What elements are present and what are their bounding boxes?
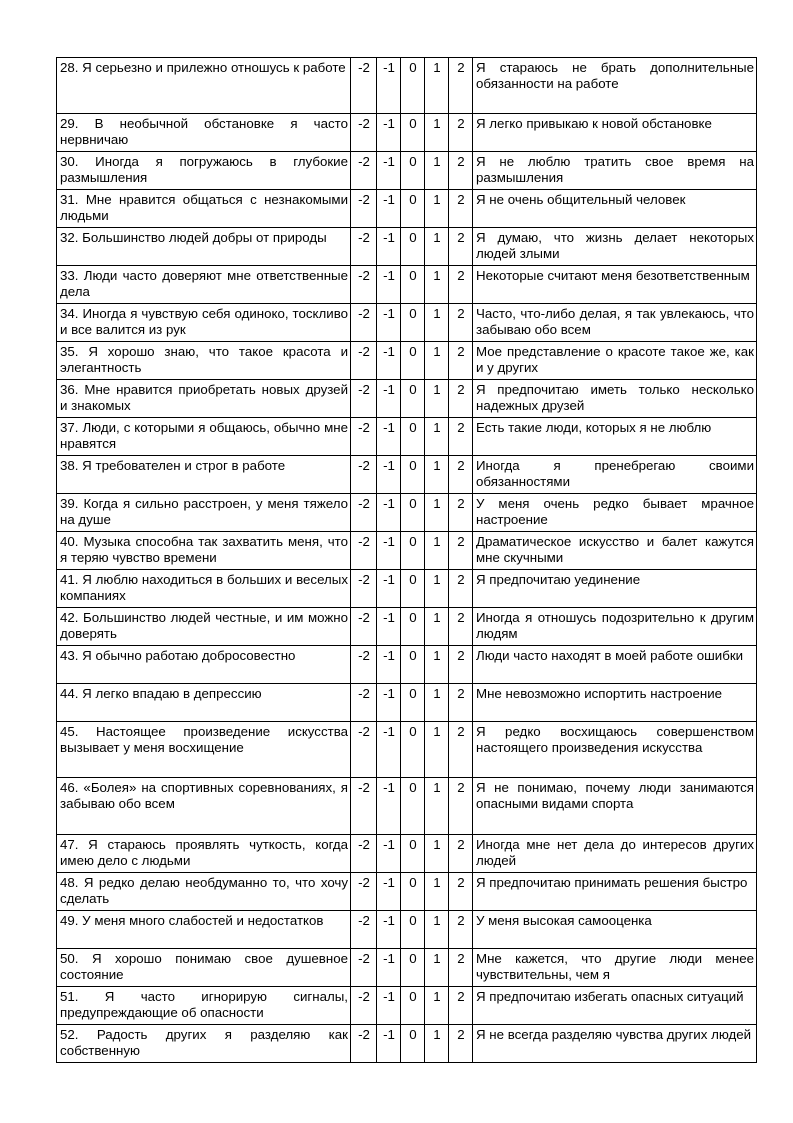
scale-option[interactable]: 0	[401, 722, 425, 778]
scale-option[interactable]: 1	[425, 342, 449, 380]
scale-option[interactable]: 2	[449, 949, 473, 987]
question-row	[57, 304, 757, 342]
scale-option[interactable]: -1	[377, 190, 401, 228]
scale-option[interactable]: 2	[449, 646, 473, 684]
question-row	[57, 380, 757, 418]
scale-option[interactable]: 1	[425, 1025, 449, 1063]
question-row	[57, 684, 757, 722]
scale-option[interactable]: 1	[425, 266, 449, 304]
scale-option[interactable]: 1	[425, 380, 449, 418]
scale-option[interactable]: 1	[425, 304, 449, 342]
scale-option[interactable]: 0	[401, 987, 425, 1025]
statement-right: Я легко привыкаю к новой обстановке	[473, 114, 757, 152]
scale-option[interactable]: -1	[377, 532, 401, 570]
scale-option[interactable]: 2	[449, 152, 473, 190]
statement-left: 31. Мне нравится общаться с незнакомыми людьми	[57, 190, 351, 228]
statement-left: 35. Я хорошо знаю, что такое красота и элегантность	[57, 342, 351, 380]
scale-option[interactable]: -2	[351, 190, 377, 228]
scale-option[interactable]: -2	[351, 418, 377, 456]
scale-option[interactable]: 2	[449, 911, 473, 949]
scale-option[interactable]: -1	[377, 58, 401, 114]
statement-right: Драматическое искусство и балет кажутся мне скучными	[473, 532, 757, 570]
scale-option[interactable]: -2	[351, 114, 377, 152]
question-row	[57, 418, 757, 456]
statement-left: 39. Когда я сильно расстроен, у меня тяжело на душе	[57, 494, 351, 532]
scale-option[interactable]: -1	[377, 949, 401, 987]
questionnaire-page	[56, 57, 756, 1063]
scale-option[interactable]: -2	[351, 58, 377, 114]
scale-option[interactable]: 2	[449, 190, 473, 228]
scale-option[interactable]: 1	[425, 987, 449, 1025]
scale-option[interactable]: 2	[449, 494, 473, 532]
scale-option[interactable]: -2	[351, 684, 377, 722]
scale-option[interactable]: 1	[425, 114, 449, 152]
question-row	[57, 646, 757, 684]
scale-option[interactable]: 0	[401, 456, 425, 494]
scale-option[interactable]: 2	[449, 58, 473, 114]
scale-option[interactable]: -2	[351, 608, 377, 646]
statement-right: Я думаю, что жизнь делает некоторых людей злыми	[473, 228, 757, 266]
scale-option[interactable]: -2	[351, 835, 377, 873]
statement-left: 38. Я требователен и строг в работе	[57, 456, 351, 494]
scale-option[interactable]: 0	[401, 1025, 425, 1063]
scale-option[interactable]: -2	[351, 266, 377, 304]
scale-option[interactable]: -1	[377, 494, 401, 532]
statement-left: 40. Музыка способна так захватить меня, что я теряю чувство времени	[57, 532, 351, 570]
question-row	[57, 570, 757, 608]
scale-option[interactable]: -2	[351, 494, 377, 532]
scale-option[interactable]: 2	[449, 532, 473, 570]
scale-option[interactable]: -2	[351, 911, 377, 949]
scale-option[interactable]: 1	[425, 835, 449, 873]
scale-option[interactable]: -2	[351, 1025, 377, 1063]
scale-option[interactable]: 1	[425, 190, 449, 228]
statement-right: Я предпочитаю принимать решения быстро	[473, 873, 757, 911]
statement-right: Я не всегда разделяю чувства других людей	[473, 1025, 757, 1063]
scale-option[interactable]: 1	[425, 532, 449, 570]
scale-option[interactable]: -2	[351, 987, 377, 1025]
scale-option[interactable]: 0	[401, 494, 425, 532]
question-row	[57, 342, 757, 380]
scale-option[interactable]: -1	[377, 380, 401, 418]
question-row	[57, 494, 757, 532]
statement-right: У меня высокая самооценка	[473, 911, 757, 949]
scale-option[interactable]: -2	[351, 646, 377, 684]
statement-right: Иногда я пренебрегаю своими обязанностями	[473, 456, 757, 494]
scale-option[interactable]: 0	[401, 190, 425, 228]
statement-left: 47. Я стараюсь проявлять чуткость, когда имею дело с людьми	[57, 835, 351, 873]
scale-option[interactable]: 1	[425, 722, 449, 778]
statement-right: Иногда мне нет дела до интересов других людей	[473, 835, 757, 873]
statement-left: 34. Иногда я чувствую себя одиноко, тоскливо и все валится из рук	[57, 304, 351, 342]
statement-right: Мое представление о красоте такое же, как и у других	[473, 342, 757, 380]
statement-right: Есть такие люди, которых я не люблю	[473, 418, 757, 456]
scale-option[interactable]: 0	[401, 152, 425, 190]
scale-option[interactable]: 0	[401, 380, 425, 418]
statement-left: 51. Я часто игнорирую сигналы, предупреждающие об опасности	[57, 987, 351, 1025]
scale-option[interactable]: 2	[449, 456, 473, 494]
scale-option[interactable]: -2	[351, 342, 377, 380]
scale-option[interactable]: 1	[425, 684, 449, 722]
scale-option[interactable]: 0	[401, 684, 425, 722]
scale-option[interactable]: -2	[351, 949, 377, 987]
scale-option[interactable]: 2	[449, 1025, 473, 1063]
statement-right: Я предпочитаю избегать опасных ситуаций	[473, 987, 757, 1025]
scale-option[interactable]: 0	[401, 114, 425, 152]
scale-option[interactable]: -1	[377, 266, 401, 304]
question-row	[57, 608, 757, 646]
scale-option[interactable]: -1	[377, 152, 401, 190]
scale-option[interactable]: 1	[425, 418, 449, 456]
statement-left: 33. Люди часто доверяют мне ответственные дела	[57, 266, 351, 304]
question-row	[57, 58, 757, 114]
scale-option[interactable]: 1	[425, 873, 449, 911]
statement-right: Некоторые считают меня безответственным	[473, 266, 757, 304]
scale-option[interactable]: -1	[377, 608, 401, 646]
scale-option[interactable]: 0	[401, 342, 425, 380]
statement-left: 49. У меня много слабостей и недостатков	[57, 911, 351, 949]
scale-option[interactable]: 2	[449, 608, 473, 646]
scale-option[interactable]: -2	[351, 380, 377, 418]
question-row	[57, 228, 757, 266]
scale-option[interactable]: -2	[351, 570, 377, 608]
scale-option[interactable]: -1	[377, 456, 401, 494]
statement-left: 52. Радость других я разделяю как собственную	[57, 1025, 351, 1063]
scale-option[interactable]: 2	[449, 342, 473, 380]
scale-option[interactable]: -1	[377, 418, 401, 456]
statement-right: Я редко восхищаюсь совершенством настоящего произведения искусства	[473, 722, 757, 778]
scale-option[interactable]: -1	[377, 646, 401, 684]
statement-right: Я стараюсь не брать дополнительные обязанности на работе	[473, 58, 757, 114]
question-row	[57, 266, 757, 304]
scale-option[interactable]: 0	[401, 835, 425, 873]
statement-right: Часто, что-либо делая, я так увлекаюсь, что забываю обо всем	[473, 304, 757, 342]
scale-option[interactable]: -2	[351, 778, 377, 835]
scale-option[interactable]: 0	[401, 58, 425, 114]
scale-option[interactable]: -1	[377, 114, 401, 152]
scale-option[interactable]: -2	[351, 722, 377, 778]
scale-option[interactable]: 0	[401, 304, 425, 342]
scale-option[interactable]: -1	[377, 304, 401, 342]
scale-option[interactable]: -1	[377, 835, 401, 873]
statement-left: 32. Большинство людей добры от природы	[57, 228, 351, 266]
scale-option[interactable]: 0	[401, 608, 425, 646]
scale-option[interactable]: 1	[425, 778, 449, 835]
scale-option[interactable]: 1	[425, 911, 449, 949]
scale-option[interactable]: -2	[351, 873, 377, 911]
scale-option[interactable]: 0	[401, 266, 425, 304]
scale-option[interactable]: 2	[449, 380, 473, 418]
statement-left: 42. Большинство людей честные, и им можно доверять	[57, 608, 351, 646]
scale-option[interactable]: 0	[401, 228, 425, 266]
statement-right: Иногда я отношусь подозрительно к другим людям	[473, 608, 757, 646]
question-row	[57, 873, 757, 911]
scale-option[interactable]: 2	[449, 722, 473, 778]
scale-option[interactable]: -2	[351, 228, 377, 266]
scale-option[interactable]: -1	[377, 987, 401, 1025]
scale-option[interactable]: 1	[425, 58, 449, 114]
statement-right: Я не понимаю, почему люди занимаются опасными видами спорта	[473, 778, 757, 835]
scale-option[interactable]: -1	[377, 778, 401, 835]
question-row	[57, 835, 757, 873]
statement-right: Я не люблю тратить свое время на размышления	[473, 152, 757, 190]
scale-option[interactable]: 2	[449, 114, 473, 152]
questionnaire-table	[56, 57, 757, 1063]
question-row	[57, 949, 757, 987]
scale-option[interactable]: 2	[449, 570, 473, 608]
statement-right: Люди часто находят в моей работе ошибки	[473, 646, 757, 684]
scale-option[interactable]: 0	[401, 873, 425, 911]
scale-option[interactable]: 2	[449, 835, 473, 873]
scale-option[interactable]: 0	[401, 646, 425, 684]
scale-option[interactable]: 2	[449, 228, 473, 266]
scale-option[interactable]: 1	[425, 570, 449, 608]
statement-left: 37. Люди, с которыми я общаюсь, обычно мне нравятся	[57, 418, 351, 456]
scale-option[interactable]: 2	[449, 418, 473, 456]
scale-option[interactable]: 1	[425, 608, 449, 646]
scale-option[interactable]: -1	[377, 911, 401, 949]
statement-right: Я предпочитаю иметь только несколько надежных друзей	[473, 380, 757, 418]
scale-option[interactable]: -1	[377, 873, 401, 911]
scale-option[interactable]: -1	[377, 342, 401, 380]
scale-option[interactable]: -2	[351, 304, 377, 342]
scale-option[interactable]: -1	[377, 228, 401, 266]
scale-option[interactable]: -2	[351, 152, 377, 190]
scale-option[interactable]: 2	[449, 266, 473, 304]
statement-left: 50. Я хорошо понимаю свое душевное состояние	[57, 949, 351, 987]
scale-option[interactable]: 2	[449, 304, 473, 342]
scale-option[interactable]: 2	[449, 684, 473, 722]
scale-option[interactable]: 1	[425, 949, 449, 987]
statement-right: Мне невозможно испортить настроение	[473, 684, 757, 722]
question-row	[57, 911, 757, 949]
scale-option[interactable]: 2	[449, 987, 473, 1025]
statement-left: 30. Иногда я погружаюсь в глубокие размышления	[57, 152, 351, 190]
scale-option[interactable]: -1	[377, 1025, 401, 1063]
question-row	[57, 190, 757, 228]
statement-right: У меня очень редко бывает мрачное настроение	[473, 494, 757, 532]
scale-option[interactable]: 0	[401, 778, 425, 835]
scale-option[interactable]: 0	[401, 949, 425, 987]
scale-option[interactable]: 1	[425, 152, 449, 190]
statement-right: Мне кажется, что другие люди менее чувствительны, чем я	[473, 949, 757, 987]
question-row	[57, 778, 757, 835]
statement-left: 43. Я обычно работаю добросовестно	[57, 646, 351, 684]
question-row	[57, 722, 757, 778]
scale-option[interactable]: -1	[377, 570, 401, 608]
question-row	[57, 114, 757, 152]
statement-right: Я предпочитаю уединение	[473, 570, 757, 608]
scale-option[interactable]: -2	[351, 532, 377, 570]
question-row	[57, 1025, 757, 1063]
scale-option[interactable]: 1	[425, 494, 449, 532]
statement-left: 28. Я серьезно и прилежно отношусь к работе	[57, 58, 351, 114]
question-row	[57, 456, 757, 494]
scale-option[interactable]: -1	[377, 722, 401, 778]
statement-left: 29. В необычной обстановке я часто нервничаю	[57, 114, 351, 152]
statement-left: 45. Настоящее произведение искусства вызывает у меня восхищение	[57, 722, 351, 778]
question-rows	[57, 58, 757, 1063]
scale-option[interactable]: 1	[425, 646, 449, 684]
statement-left: 46. «Болея» на спортивных соревнованиях, я забываю обо всем	[57, 778, 351, 835]
scale-option[interactable]: 1	[425, 456, 449, 494]
question-row	[57, 987, 757, 1025]
scale-option[interactable]: -2	[351, 456, 377, 494]
scale-option[interactable]: 2	[449, 778, 473, 835]
scale-option[interactable]: 1	[425, 228, 449, 266]
question-row	[57, 532, 757, 570]
scale-option[interactable]: 0	[401, 570, 425, 608]
scale-option[interactable]: -1	[377, 684, 401, 722]
scale-option[interactable]: 0	[401, 418, 425, 456]
statement-right: Я не очень общительный человек	[473, 190, 757, 228]
scale-option[interactable]: 0	[401, 911, 425, 949]
scale-option[interactable]: 2	[449, 873, 473, 911]
statement-left: 41. Я люблю находиться в больших и веселых компаниях	[57, 570, 351, 608]
scale-option[interactable]: 0	[401, 532, 425, 570]
question-row	[57, 152, 757, 190]
statement-left: 36. Мне нравится приобретать новых друзей и знакомых	[57, 380, 351, 418]
statement-left: 48. Я редко делаю необдуманно то, что хочу сделать	[57, 873, 351, 911]
statement-left: 44. Я легко впадаю в депрессию	[57, 684, 351, 722]
